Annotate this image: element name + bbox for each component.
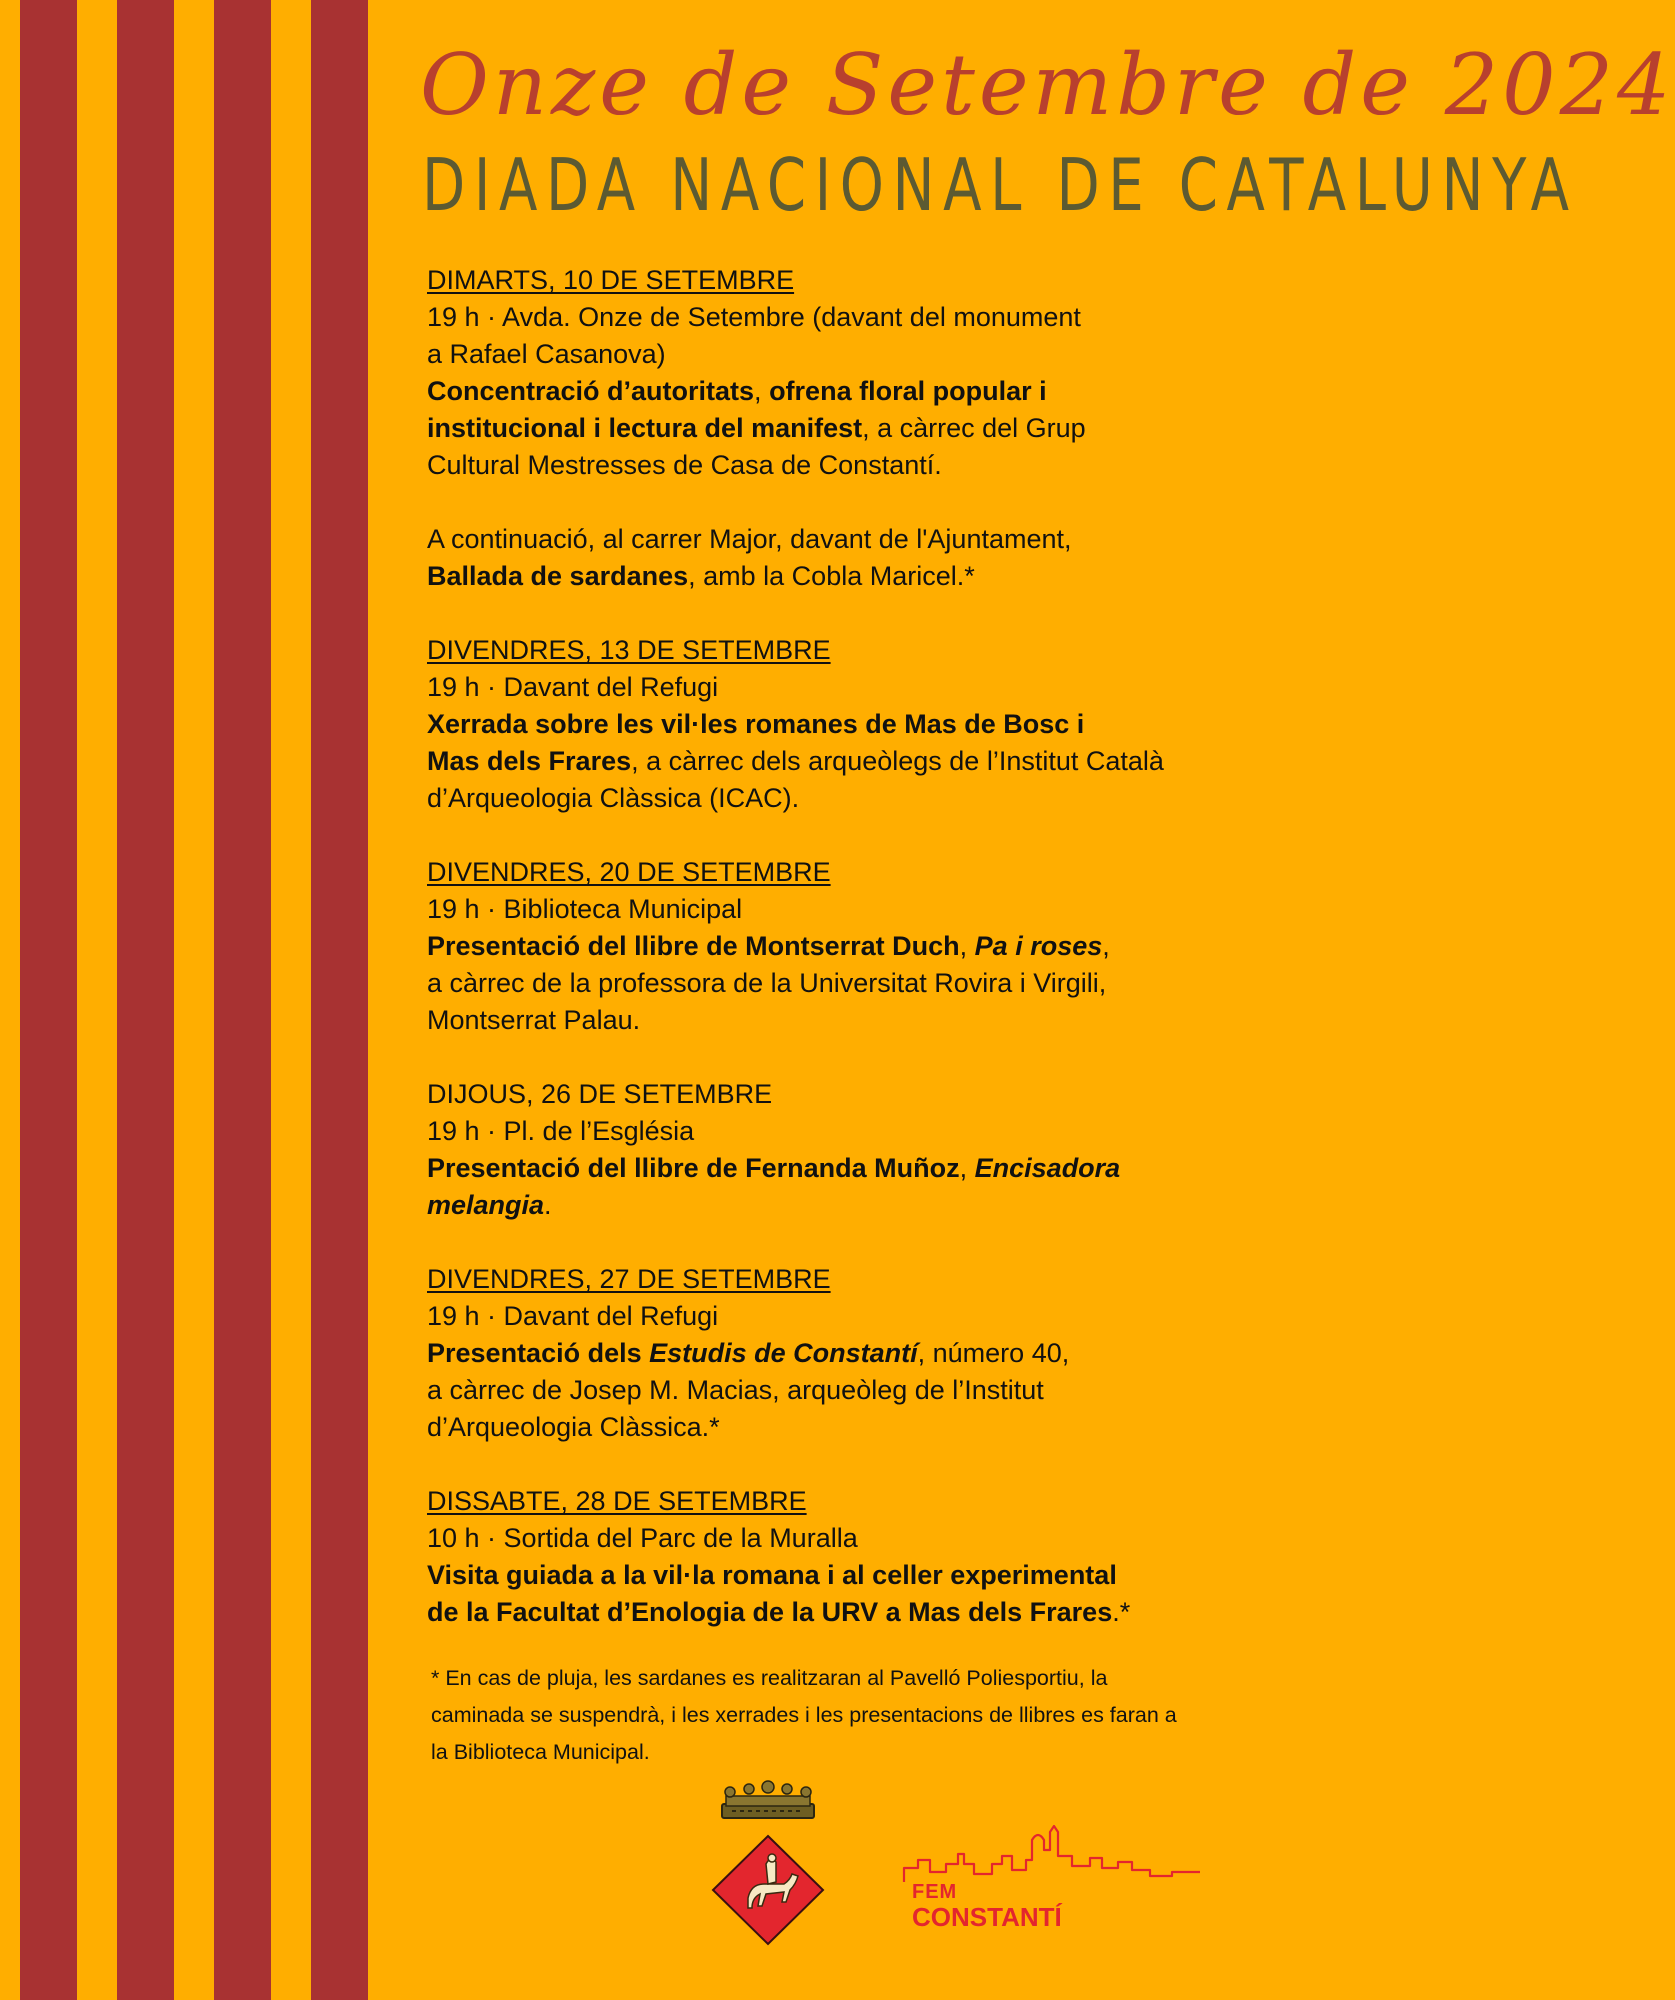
event-title: institucional i lectura del manifest — [427, 413, 863, 443]
brand-line-2: CONSTANTÍ — [912, 1902, 1062, 1932]
event-title: Presentació del llibre de Montserrat Duch — [427, 931, 960, 961]
text: , — [754, 376, 770, 406]
event-date: DIVENDRES, 27 DE SETEMBRE — [427, 1264, 831, 1294]
event-description — [427, 558, 1357, 595]
text: , — [1102, 931, 1110, 961]
event-place: 19 h · Avda. Onze de Setembre (davant del monument — [427, 302, 1081, 332]
event-title: Presentació del llibre de Fernanda Muñoz — [427, 1153, 960, 1183]
script-title: Onze de Setembre de 2024 — [420, 36, 1675, 134]
red-stripe — [117, 0, 174, 2000]
event-title: Mas dels Frares — [427, 746, 632, 776]
event-title: Concentració d’autoritats — [427, 376, 755, 406]
book-title: Estudis de Constantí — [649, 1338, 918, 1368]
event-item — [427, 262, 1357, 595]
event-date: DIVENDRES, 20 DE SETEMBRE — [427, 857, 831, 887]
event-title: Presentació dels — [427, 1338, 650, 1368]
footnote-line: la Biblioteca Municipal. — [431, 1740, 650, 1764]
event-description: a càrrec de la professora de la Universitat Rovira i Virgili, — [427, 968, 1107, 998]
event-date: DIVENDRES, 13 DE SETEMBRE — [427, 635, 831, 665]
event-item — [427, 1483, 1357, 1631]
red-stripe — [214, 0, 271, 2000]
event-description — [427, 410, 1357, 447]
event-place: 19 h · Biblioteca Municipal — [427, 894, 743, 924]
text: .* — [1112, 1597, 1131, 1627]
event-place: 10 h · Sortida del Parc de la Muralla — [427, 1523, 858, 1553]
event-description: a càrrec de Josep M. Macias, arqueòleg de l’Institut — [427, 1375, 1044, 1405]
event-title: Xerrada sobre les vil·les romanes de Mas de Bosc i — [427, 709, 1085, 739]
footnote-line: * En cas de pluja, les sardanes es realitzaran al Pavelló Poliesportiu, la — [431, 1666, 1108, 1690]
event-place: 19 h · Pl. de l’Església — [427, 1116, 695, 1146]
footnote-line: caminada se suspendrà, i les xerrades i les presentacions de llibres es faran a — [431, 1703, 1177, 1727]
event-description: d’Arqueologia Clàssica (ICAC). — [427, 783, 800, 813]
event-title: de la Facultat d’Enologia de la URV a Mas dels Frares — [427, 1597, 1113, 1627]
event-item — [427, 1076, 1357, 1224]
book-title: Pa i roses — [974, 931, 1103, 961]
event-description — [427, 928, 1357, 965]
event-item — [427, 1261, 1357, 1446]
event-title: ofrena floral popular i — [769, 376, 1047, 406]
event-date: DISSABTE, 28 DE SETEMBRE — [427, 1486, 807, 1516]
senyera-stripes — [0, 0, 368, 2000]
fem-constanti-logo — [900, 1820, 1210, 1940]
text: , número 40, — [917, 1338, 1070, 1368]
book-title: Encisadora — [974, 1153, 1121, 1183]
event-description: Cultural Mestresses de Casa de Constantí. — [427, 450, 942, 480]
event-description — [427, 1557, 1357, 1594]
red-stripe — [20, 0, 77, 2000]
event-date: DIJOUS, 26 DE SETEMBRE — [427, 1079, 773, 1109]
brand-line-1: FEM — [912, 1881, 958, 1903]
event-item — [427, 632, 1357, 817]
text: , — [959, 931, 975, 961]
municipal-coat-of-arms-icon — [706, 1780, 830, 1950]
event-place: a Rafael Casanova) — [427, 339, 666, 369]
event-place: 19 h · Davant del Refugi — [427, 1301, 719, 1331]
event-date: DIMARTS, 10 DE SETEMBRE — [427, 265, 795, 295]
event-item — [427, 854, 1357, 1039]
event-place: 19 h · Davant del Refugi — [427, 672, 719, 702]
page-title: DIADA NACIONAL DE CATALUNYA — [422, 143, 1578, 227]
crown-icon — [722, 1781, 814, 1818]
event-description — [427, 743, 1357, 780]
event-description: d’Arqueologia Clàssica.* — [427, 1412, 720, 1442]
event-description — [427, 1150, 1357, 1187]
event-continuation: A continuació, al carrer Major, davant de l'Ajuntament, — [427, 524, 1072, 554]
red-stripe — [311, 0, 368, 2000]
text: , a càrrec dels arqueòlegs de l’Institut Català — [631, 746, 1164, 776]
event-description — [427, 373, 1357, 410]
event-description — [427, 1335, 1357, 1372]
text: , a càrrec del Grup — [862, 413, 1086, 443]
event-list — [427, 262, 1357, 1668]
text: , amb la Cobla Maricel.* — [688, 561, 975, 591]
event-description — [427, 706, 1357, 743]
text: , — [959, 1153, 975, 1183]
footnote — [431, 1660, 1381, 1771]
event-description — [427, 1594, 1357, 1631]
text: . — [544, 1190, 552, 1220]
event-description: Montserrat Palau. — [427, 1005, 641, 1035]
event-description — [427, 1187, 1357, 1224]
event-title: Ballada de sardanes — [427, 561, 689, 591]
event-title: Visita guiada a la vil·la romana i al celler experimental — [427, 1560, 1117, 1590]
book-title: melangia — [427, 1190, 545, 1220]
